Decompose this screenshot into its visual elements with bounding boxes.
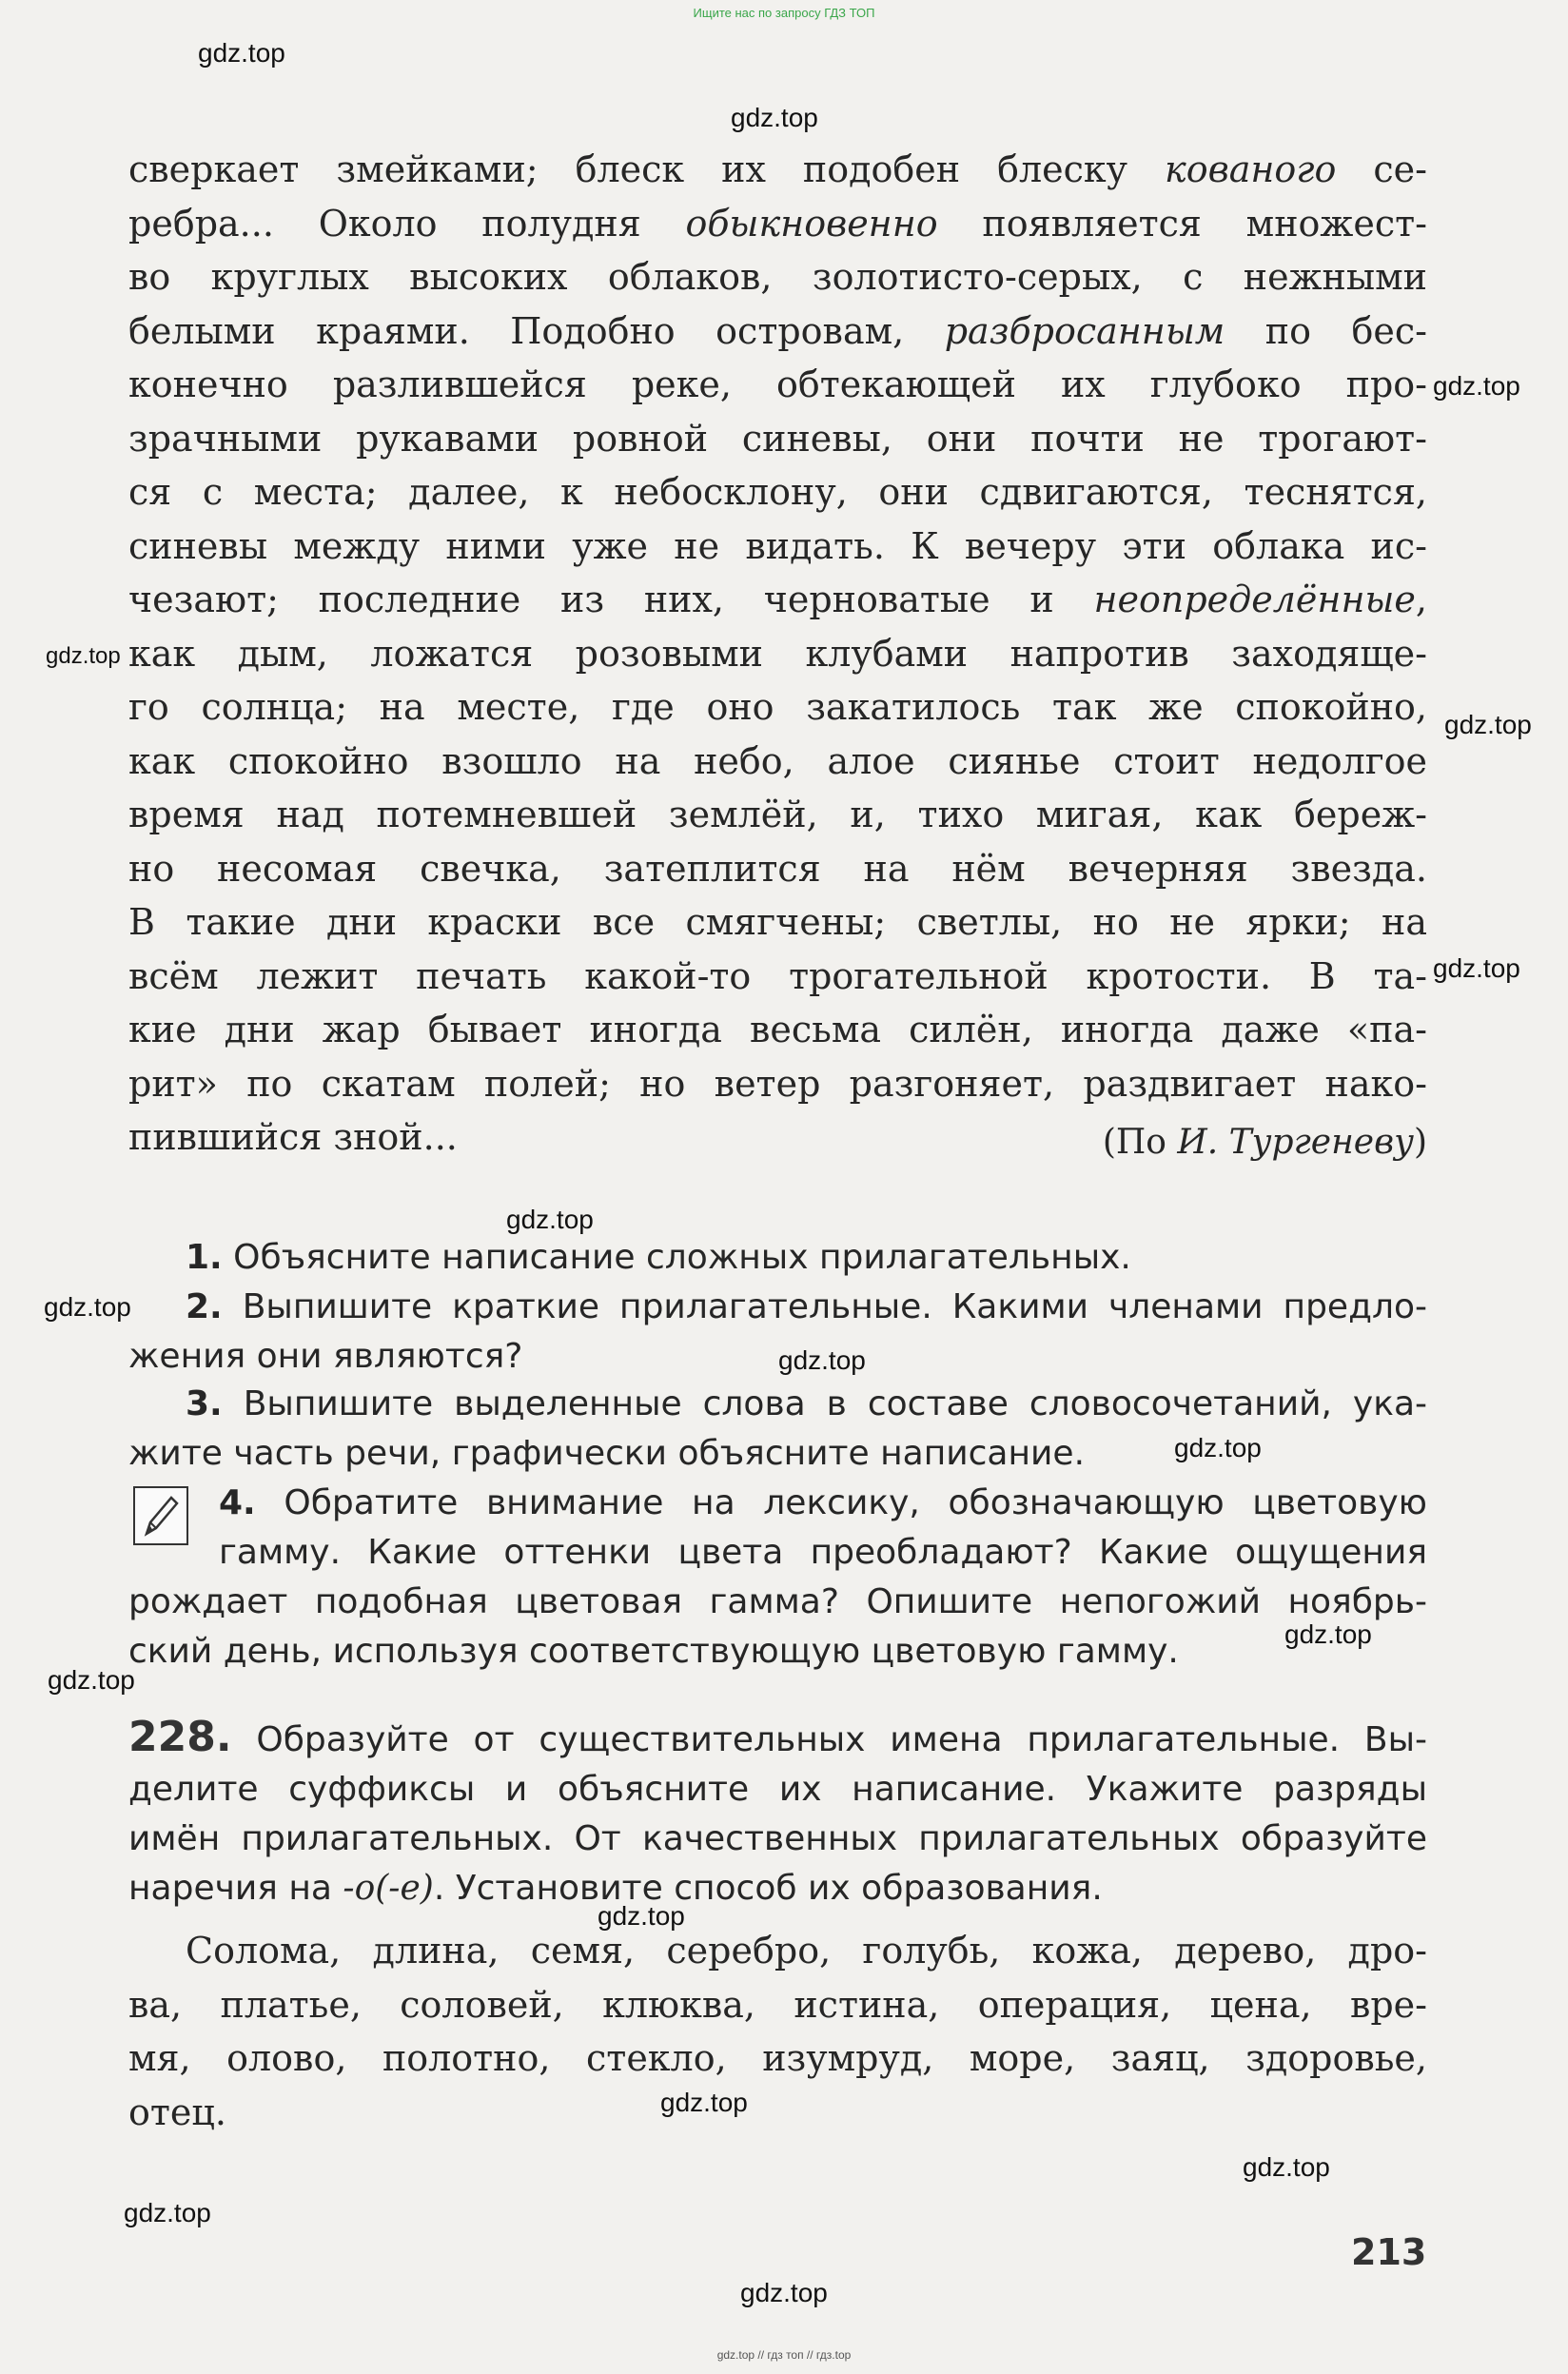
task-2 bbox=[128, 1283, 1427, 1382]
watermark: gdz.top bbox=[660, 2088, 748, 2117]
passage-line: рит» по скатам полей; но ветер разгоняет, раздвигает нако- bbox=[128, 1062, 1427, 1105]
passage-line: время над потемневшей землёй, и, тихо мигая, как береж- bbox=[128, 794, 1427, 835]
exercise-228 bbox=[128, 1713, 1427, 1913]
passage-line: пившийся зной... bbox=[128, 1116, 458, 1158]
passage-line: белыми краями. Подобно островам, разбросанным по бес- bbox=[128, 309, 1427, 352]
watermark: gdz.top bbox=[124, 2198, 211, 2227]
passage-line: зрачными рукавами ровной синевы, они почти не трогают- bbox=[128, 417, 1427, 460]
task-3 bbox=[128, 1380, 1427, 1479]
watermark: gdz.top bbox=[598, 1901, 685, 1931]
watermark: gdz.top bbox=[198, 38, 285, 68]
exercise-line: наречия на -о(-е). Установите способ их образования. bbox=[128, 1869, 1103, 1908]
exercise-line: делите суффиксы и объясните их написание. Укажите разряды bbox=[128, 1770, 1427, 1809]
watermark: gdz.top bbox=[1174, 1433, 1262, 1462]
task-line: гамму. Какие оттенки цвета преобладают? Какие ощущения bbox=[219, 1533, 1427, 1572]
task-line: жения они являются? bbox=[128, 1337, 523, 1376]
page-number: 213 bbox=[1351, 2231, 1427, 2273]
word-list bbox=[128, 1924, 1427, 2139]
watermark: gdz.top bbox=[48, 1665, 135, 1695]
task-line: 1. Объясните написание сложных прилагательных. bbox=[186, 1238, 1131, 1277]
watermark: gdz.top bbox=[1433, 371, 1520, 401]
watermark: gdz.top bbox=[44, 1292, 131, 1322]
task-line: 3. Выпишите выделенные слова в составе словосочетаний, ука- bbox=[186, 1384, 1427, 1423]
exercise-line: 228. Образуйте от существительных имена прилагательные. Вы- bbox=[128, 1713, 1427, 1761]
passage-line: как дым, ложатся розовыми клубами напротив заходяще- bbox=[128, 632, 1427, 675]
task-line: 2. Выпишите краткие прилагательные. Какими членами предло- bbox=[186, 1287, 1427, 1326]
passage-line: чезают; последние из них, черноватые и неопределённые, bbox=[128, 579, 1427, 620]
passage-line: как спокойно взошло на небо, алое сиянье стоит недолгое bbox=[128, 739, 1427, 782]
watermark: gdz.top bbox=[506, 1205, 594, 1234]
watermark: gdz.top bbox=[740, 2278, 828, 2307]
exercise-line: имён прилагательных. От качественных прилагательных образуйте bbox=[128, 1819, 1427, 1858]
passage-line: В такие дни краски все смягчены; светлы, но не ярки; на bbox=[128, 901, 1427, 943]
word-line: Солома, длина, семя, серебро, голубь, кожа, дерево, дро- bbox=[186, 1930, 1427, 1972]
watermark: gdz.top bbox=[778, 1345, 866, 1375]
exercise-number: 228. bbox=[128, 1713, 232, 1761]
word-line: отец. bbox=[128, 2090, 226, 2133]
task-line: ский день, используя соответствующую цветовую гамму. bbox=[128, 1632, 1179, 1671]
task-1 bbox=[128, 1233, 1427, 1283]
task-line: рождает подобная цветовая гамма? Опишите непогожий ноябрь- bbox=[128, 1582, 1427, 1621]
passage-line: сверкает змейками; блеск их подобен блеску кованого се- bbox=[128, 148, 1427, 190]
passage-line: синевы между ними уже не видать. К вечеру эти облака ис- bbox=[128, 524, 1427, 567]
passage-line: всём лежит печать какой-то трогательной кротости. В та- bbox=[128, 954, 1427, 997]
passage-line: ребра... Около полудня обыкновенно появляется множест- bbox=[128, 202, 1427, 245]
passage-line: конечно разлившейся реке, обтекающей их глубоко про- bbox=[128, 363, 1427, 405]
top-banner[interactable]: Ищите нас по запросу ГДЗ ТОП bbox=[693, 6, 875, 20]
watermark: gdz.top bbox=[1433, 953, 1520, 983]
watermark: gdz.top bbox=[46, 643, 121, 669]
passage-line: ся с места; далее, к небосклону, они сдвигаются, теснятся, bbox=[128, 471, 1427, 513]
passage-line: но несомая свечка, затеплится на нём вечерняя звезда. bbox=[128, 847, 1427, 890]
source-attribution: (По И. Тургеневу) bbox=[1102, 1123, 1427, 1162]
watermark: gdz.top bbox=[1284, 1619, 1372, 1649]
word-line: ва, платье, соловей, клюква, истина, операция, цена, вре- bbox=[128, 1983, 1427, 2026]
word-line: мя, олово, полотно, стекло, изумруд, море, заяц, здоровье, bbox=[128, 2037, 1427, 2079]
passage-line: го солнца; на месте, где оно закатилось так же спокойно, bbox=[128, 686, 1427, 728]
bottom-banner[interactable]: gdz.top // гдз топ // гдз.top bbox=[716, 2348, 852, 2362]
passage-line: во круглых высоких облаков, золотисто-серых, с нежными bbox=[128, 256, 1427, 298]
watermark: gdz.top bbox=[1444, 710, 1532, 739]
watermark: gdz.top bbox=[731, 103, 818, 132]
watermark: gdz.top bbox=[1243, 2152, 1330, 2182]
task-line: 4. Обратите внимание на лексику, обозначающую цветовую bbox=[219, 1483, 1427, 1522]
task-line: жите часть речи, графически объясните написание. bbox=[128, 1434, 1086, 1473]
passage-line: кие дни жар бывает иногда весьма силён, иногда даже «па- bbox=[128, 1009, 1427, 1050]
task-4 bbox=[128, 1479, 1427, 1677]
passage bbox=[128, 143, 1427, 1165]
